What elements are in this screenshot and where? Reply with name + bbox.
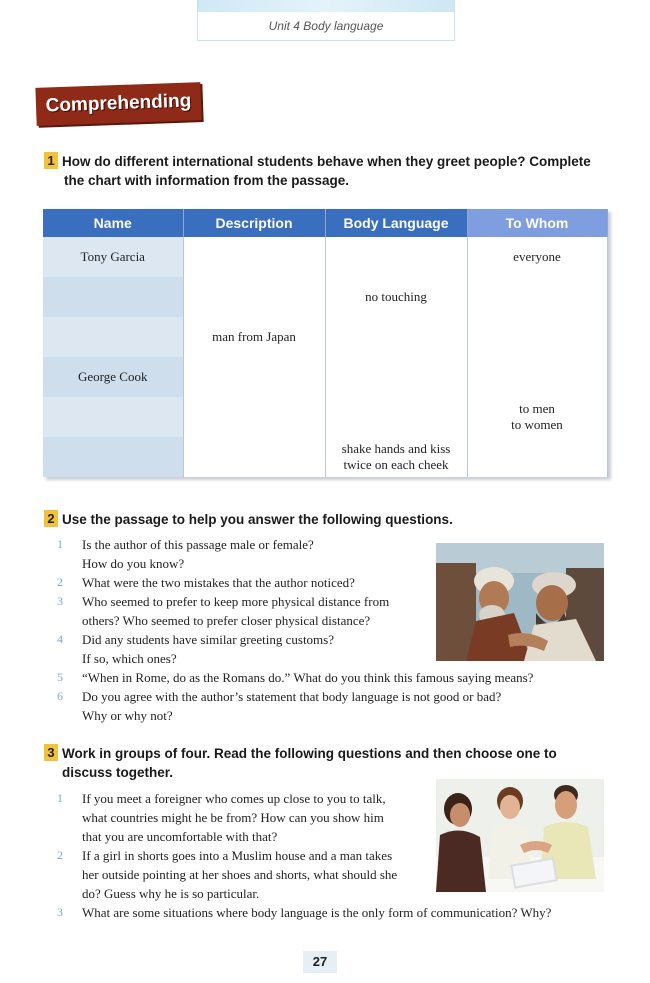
- chart-cell-to-whom: [467, 277, 607, 317]
- chart-cell-name: [43, 397, 183, 437]
- chart-cell-description: [183, 317, 325, 357]
- chart-cell-description: [183, 357, 325, 397]
- item-number: 6: [57, 689, 63, 703]
- chart-cell-to-whom: [467, 357, 607, 397]
- greeting-chart: [43, 209, 608, 477]
- greeting-men-photo: [436, 543, 604, 661]
- chart-row: [43, 357, 607, 397]
- chart-header-name: Name: [43, 209, 183, 237]
- item-number: 4: [57, 632, 63, 646]
- chart-row: [43, 317, 607, 357]
- question-2-item: [44, 687, 604, 725]
- chart-cell-description: [183, 437, 325, 477]
- question-3: [44, 744, 624, 782]
- item-line: Why or why not?: [82, 708, 173, 723]
- question-3-text-line1: Work in groups of four. Read the following questions and then choose one to: [62, 746, 557, 761]
- item-number: 2: [57, 575, 63, 589]
- item-line: “When in Rome, do as the Romans do.” What do you think this famous saying means?: [82, 670, 534, 685]
- question-2: [44, 510, 604, 529]
- question-3-number: 3: [44, 744, 58, 761]
- chart-cell-name: [43, 277, 183, 317]
- item-number: 1: [57, 537, 63, 551]
- chart-row: [43, 237, 607, 277]
- chart-cell-text: twice on each cheek: [343, 457, 449, 472]
- item-number: 3: [57, 594, 63, 608]
- question-2-item: [44, 668, 604, 687]
- greeting-men-illustration: [436, 543, 604, 661]
- chart-cell-to-whom: [467, 437, 607, 477]
- chart-cell-text: to men: [519, 401, 555, 416]
- chart-row: [43, 437, 607, 477]
- chart-cell-to-whom: [467, 317, 607, 357]
- question-3-item: [44, 903, 624, 922]
- item-line: What are some situations where body language is the only form of communication? Why?: [82, 905, 552, 920]
- question-2-number: 2: [44, 510, 58, 527]
- chart-cell-body-language: [325, 237, 467, 277]
- item-line: If so, which ones?: [82, 651, 177, 666]
- chart-header-body-language: Body Language: [325, 209, 467, 237]
- item-line: If you meet a foreigner who comes up close to you to talk,: [82, 791, 386, 806]
- item-line: that you are uncomfortable with that?: [82, 829, 278, 844]
- header-band: [198, 0, 454, 12]
- chart-cell-text: no touching: [365, 289, 427, 304]
- item-line: If a girl in shorts goes into a Muslim house and a man takes: [82, 848, 393, 863]
- section-title: Comprehending: [45, 90, 192, 117]
- conversation-photo: [436, 779, 604, 892]
- item-line: others? Who seemed to prefer closer physical distance?: [82, 613, 371, 628]
- chart-cell-text: everyone: [513, 249, 561, 264]
- chart-cell-text: Tony Garcia: [80, 249, 145, 264]
- item-number: 5: [57, 670, 63, 684]
- unit-header: [197, 0, 455, 41]
- item-line: what countries might he be from? How can you show him: [82, 810, 384, 825]
- item-line: Who seemed to prefer to keep more physical distance from: [82, 594, 390, 609]
- question-1-text-line2: the chart with information from the passage.: [64, 173, 350, 188]
- chart-cell-text: man from Japan: [212, 329, 296, 344]
- item-line: How do you know?: [82, 556, 185, 571]
- chart-cell-body-language: [325, 277, 467, 317]
- chart-cell-name: [43, 357, 183, 397]
- item-line: Is the author of this passage male or female?: [82, 537, 314, 552]
- question-1-text-line1: How do different international students behave when they greet people? Complete: [62, 154, 591, 169]
- question-2-text: Use the passage to help you answer the following questions.: [62, 512, 453, 527]
- question-3-text-line2: discuss together.: [62, 765, 174, 780]
- chart-cell-name: [43, 237, 183, 277]
- chart-cell-description: [183, 397, 325, 437]
- chart-cell-body-language: [325, 437, 467, 477]
- chart-header-row: [43, 209, 607, 237]
- page-number: 27: [303, 951, 337, 973]
- item-line: Do you agree with the author’s statement that body language is not good or bad?: [82, 689, 502, 704]
- conversation-illustration: [436, 779, 604, 892]
- chart-cell-description: [183, 277, 325, 317]
- item-line: do? Guess why he is so particular.: [82, 886, 260, 901]
- chart-cell-description: [183, 237, 325, 277]
- item-line: her outside pointing at her shoes and shorts, what should she: [82, 867, 398, 882]
- question-1: [44, 152, 624, 190]
- chart-cell-text: to women: [511, 417, 563, 432]
- chart-row: [43, 397, 607, 437]
- chart-cell-text: George Cook: [78, 369, 148, 384]
- unit-label: Unit 4 Body language: [268, 19, 384, 33]
- chart-cell-name: [43, 317, 183, 357]
- chart-cell-body-language: [325, 357, 467, 397]
- item-line: Did any students have similar greeting customs?: [82, 632, 335, 647]
- item-number: 1: [57, 791, 63, 805]
- question-1-number: 1: [44, 152, 58, 169]
- chart-row: [43, 277, 607, 317]
- chart-header-description: Description: [183, 209, 325, 237]
- chart-cell-text: shake hands and kiss: [341, 441, 451, 456]
- item-line: What were the two mistakes that the author noticed?: [82, 575, 355, 590]
- chart-cell-name: [43, 437, 183, 477]
- chart-cell-to-whom: [467, 237, 607, 277]
- item-number: 2: [57, 848, 63, 862]
- chart-header-to-whom: To Whom: [467, 209, 607, 237]
- chart-cell-to-whom: [467, 397, 607, 437]
- chart-cell-body-language: [325, 397, 467, 437]
- chart-cell-body-language: [325, 317, 467, 357]
- item-number: 3: [57, 905, 63, 919]
- section-banner: [35, 82, 201, 126]
